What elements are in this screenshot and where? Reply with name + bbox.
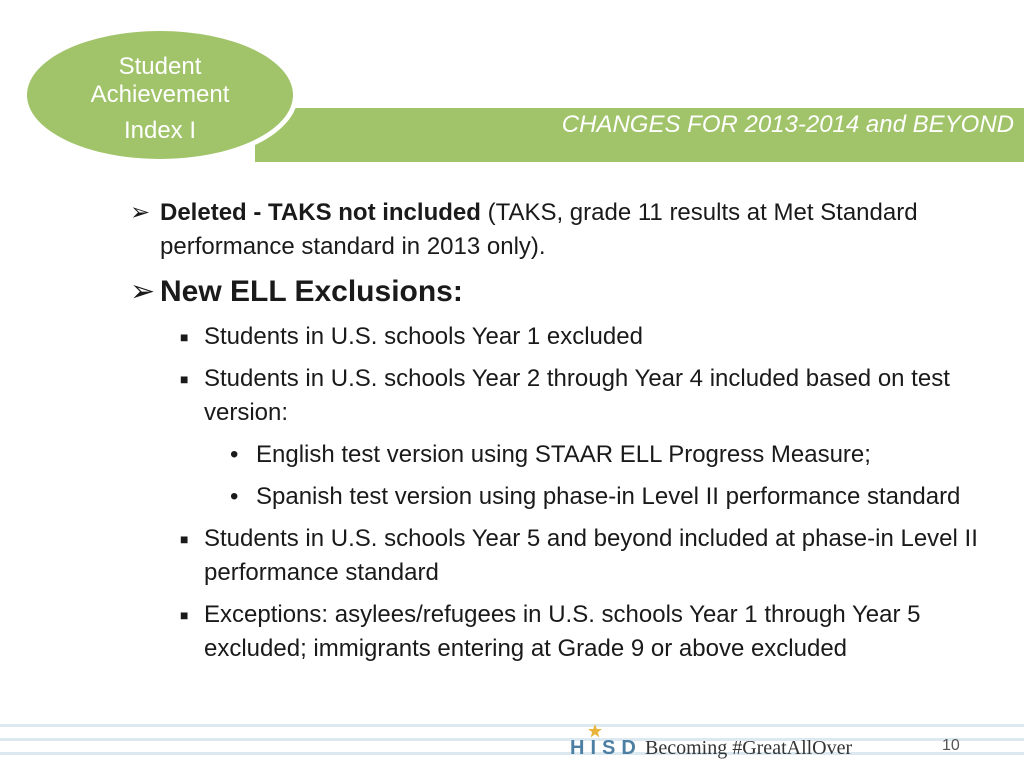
square-bullet-icon: ■ xyxy=(180,607,189,623)
sub-bullet-year2-4 xyxy=(130,362,1024,430)
sub-bullet-text: Students in U.S. schools Year 2 through Year 4 included based on test version: xyxy=(204,365,950,426)
sub-bullet-year1 xyxy=(130,320,1024,354)
bullet-new-ell-exclusions xyxy=(130,272,1024,312)
bullet-heading: New ELL Exclusions: xyxy=(160,275,463,308)
sub-bullet-text: Students in U.S. schools Year 1 excluded xyxy=(204,323,643,350)
sub-sub-bullet-spanish xyxy=(130,480,1024,514)
arrow-bullet-icon: ➢ xyxy=(130,199,151,226)
star-icon xyxy=(588,724,602,738)
sub-bullet-text: Students in U.S. schools Year 5 and beyond included at phase-in Level II performance standard xyxy=(204,525,978,586)
sub-sub-bullet-text: Spanish test version using phase-in Level II performance standard xyxy=(256,483,961,510)
footer-stripe xyxy=(0,724,1024,727)
footer-tagline: Becoming #GreatAllOver xyxy=(645,737,853,759)
footer-decoration xyxy=(0,718,1024,768)
bullet-text: (TAKS, grade 11 results at Met Standard performance standard in 2013 only). xyxy=(160,199,918,260)
page-number: 10 xyxy=(942,737,960,754)
sub-bullet-text: Exceptions: asylees/refugees in U.S. schools Year 1 through Year 5 excluded; immigrants entering at Grade 9 or above excluded xyxy=(204,601,921,662)
sub-sub-bullet-text: English test version using STAAR ELL Progress Measure; xyxy=(256,441,871,468)
badge-line-1: Student xyxy=(118,53,202,80)
footer-stripe xyxy=(0,738,1024,741)
badge-line-2: Achievement xyxy=(90,81,230,108)
bullet-deleted-taks xyxy=(130,196,1024,264)
dot-bullet-icon: • xyxy=(230,483,239,510)
sub-bullet-exceptions xyxy=(130,598,1024,666)
square-bullet-icon: ■ xyxy=(180,329,189,345)
badge-line-3: Index I xyxy=(123,117,197,144)
footer-stripe xyxy=(0,752,1024,755)
dot-bullet-icon: • xyxy=(230,441,239,468)
sub-bullet-year5 xyxy=(130,522,1024,590)
slide-content xyxy=(130,196,1024,666)
slide-title: CHANGES FOR 2013-2014 and BEYOND xyxy=(561,111,1014,138)
title-band xyxy=(255,108,1024,162)
section-badge xyxy=(27,31,293,159)
bullet-bold-text: Deleted - TAKS not included xyxy=(160,199,481,226)
arrow-bullet-icon: ➢ xyxy=(130,275,156,308)
hisd-logo: HISD xyxy=(570,737,642,759)
square-bullet-icon: ■ xyxy=(180,531,189,547)
square-bullet-icon: ■ xyxy=(180,371,189,387)
sub-sub-bullet-english xyxy=(130,438,1024,472)
